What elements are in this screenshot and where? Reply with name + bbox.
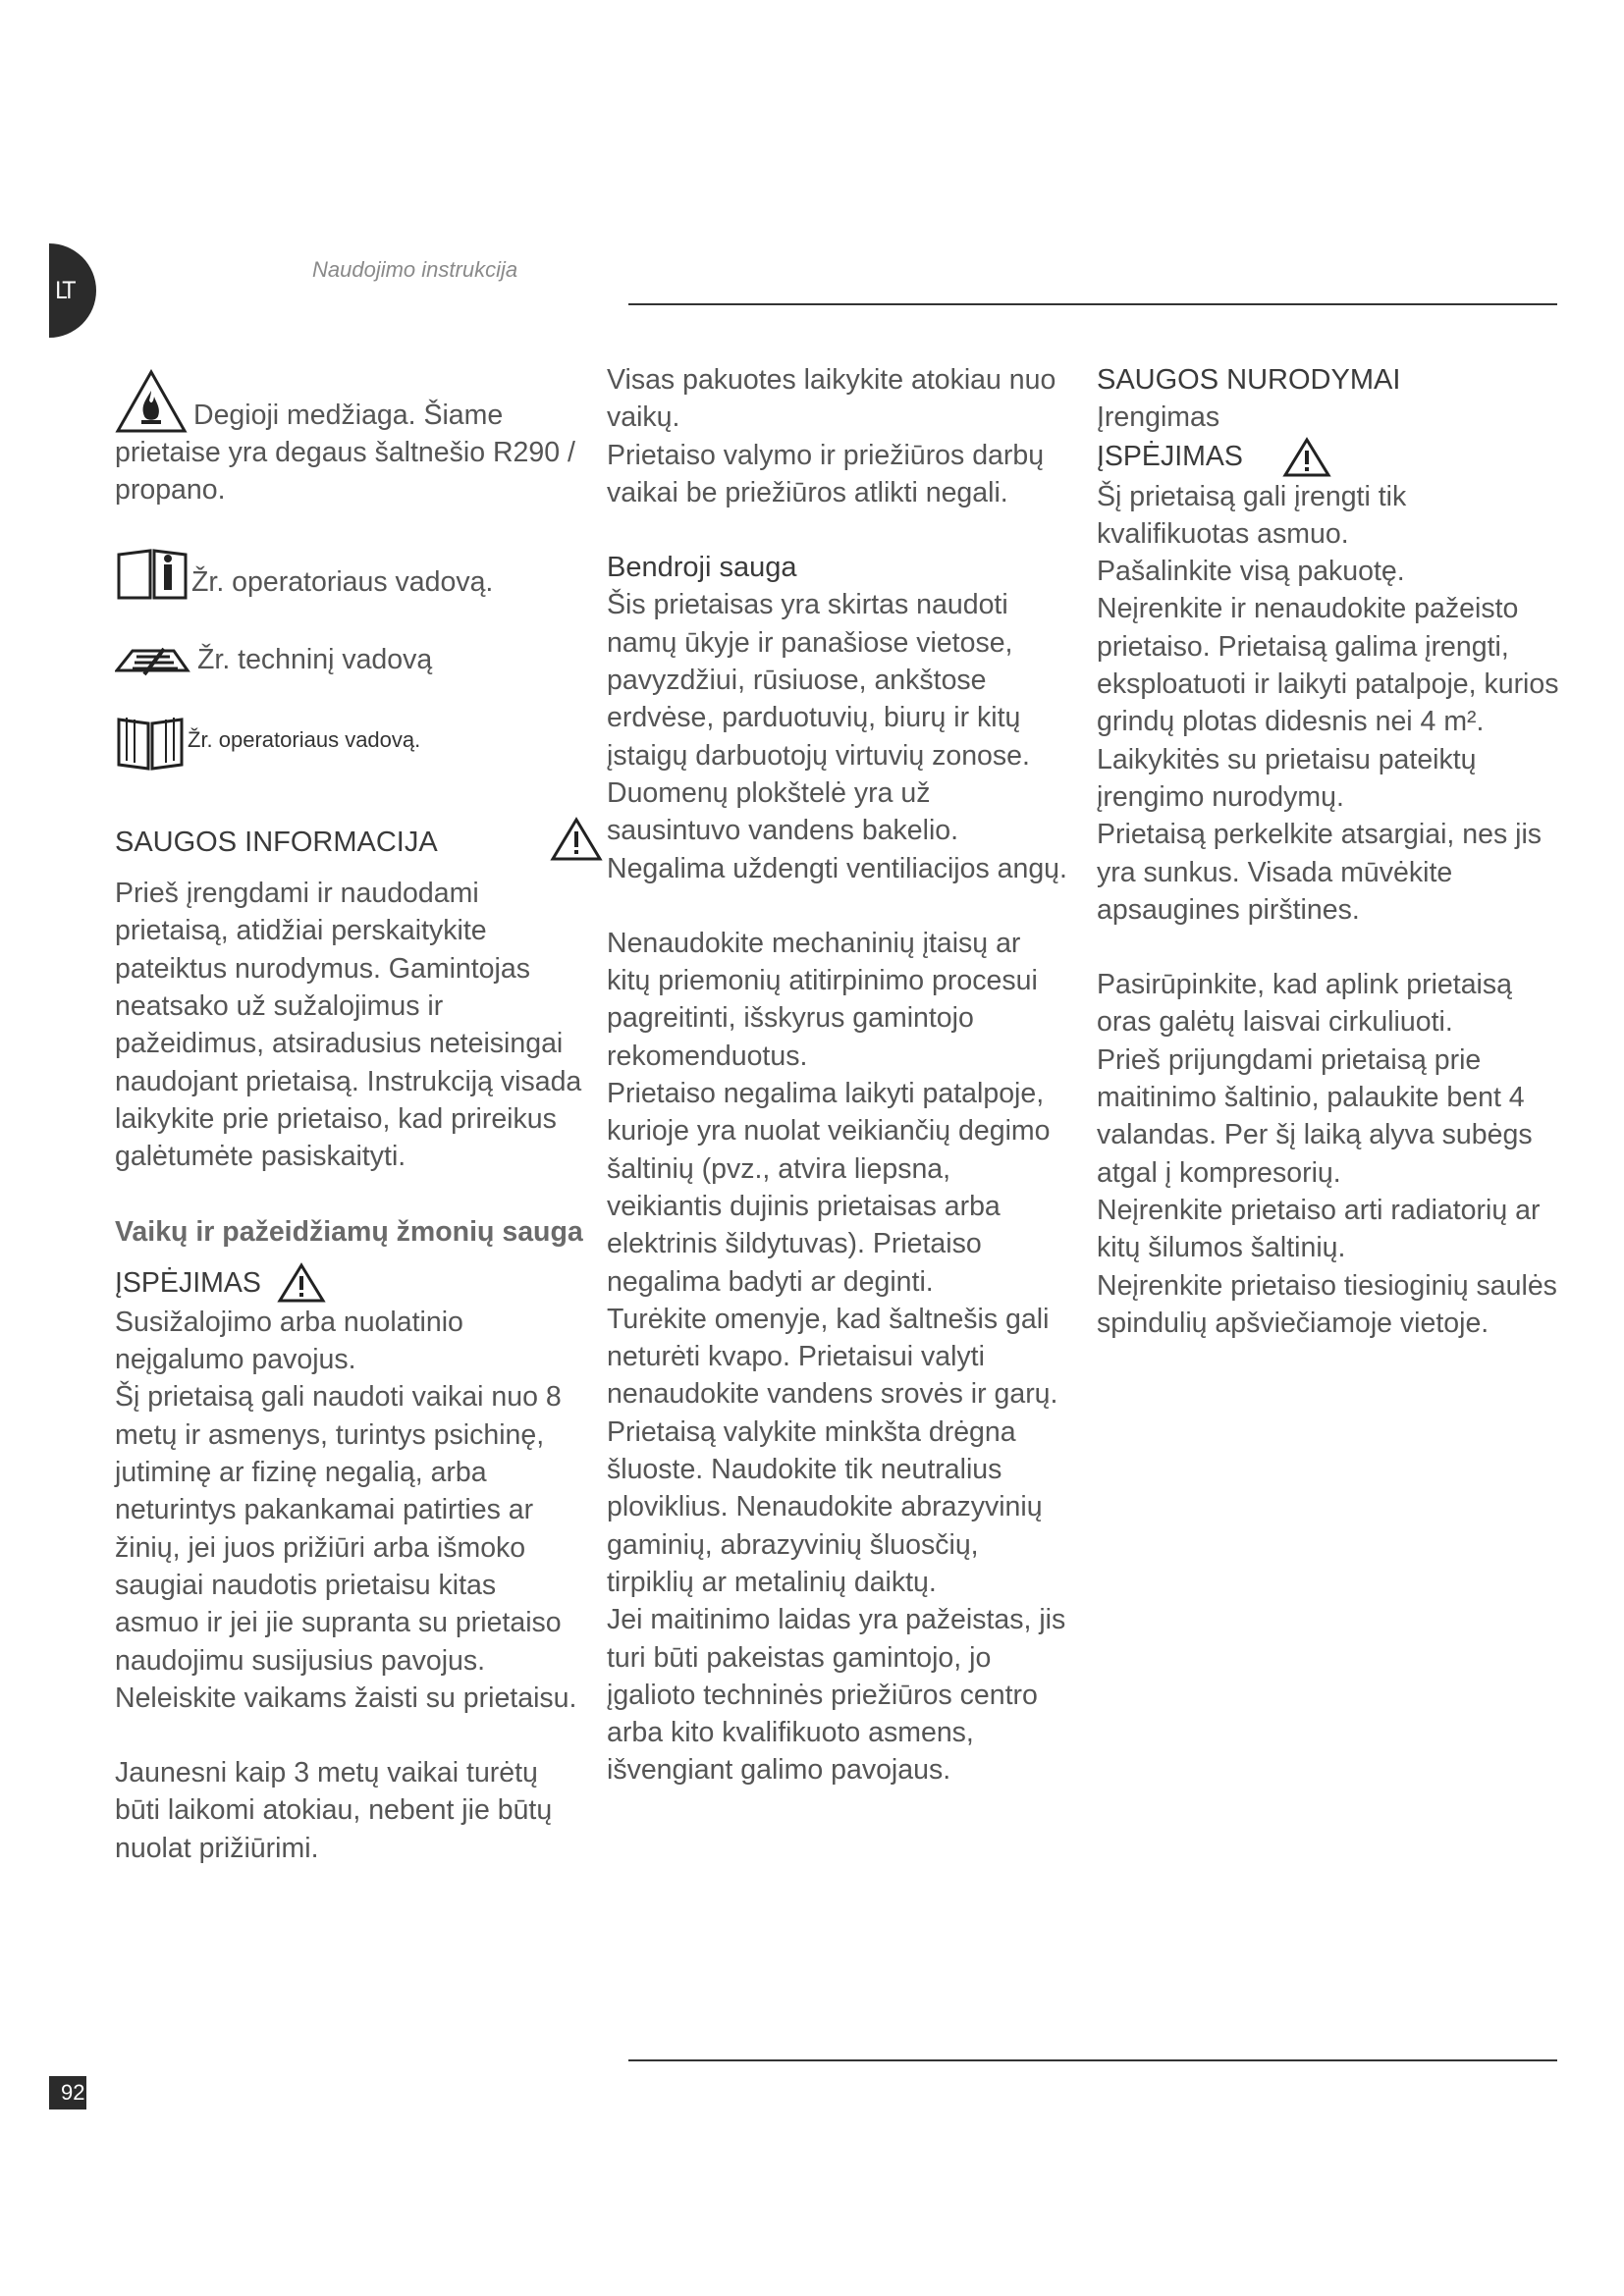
installation-line-4: Prietaisą perkelkite atsargiai, nes jis yra sunkus. Visada mūvėkite apsaugines pirštines. (1097, 819, 1543, 926)
operator-manual-text: Žr. operatoriaus vadovą. (191, 566, 494, 599)
footer-rule (628, 2059, 1557, 2061)
header-title: Naudojimo instrukcija (312, 257, 518, 282)
warning-row (115, 1262, 584, 1304)
under-three-text: Jaunesni kaip 3 metų vaikai turėtų būti laikomi atokiau, nebent jie būtų nuolat prižiūrimi. (115, 1757, 553, 1864)
column-1 (115, 361, 584, 1867)
children-safety-heading: Vaikų ir pažeidžiamų žmonių sauga (115, 1215, 583, 1248)
circulation-line-1: Pasirūpinkite, kad aplink prietaisą oras galėtų laisvai cirkuliuoti. (1097, 969, 1512, 1039)
circulation-line-4: Neįrenkite prietaiso tiesioginių saulės spindulių apšviečiamoje vietoje. (1097, 1269, 1557, 1339)
open-book-icon (115, 712, 186, 773)
mechanical-line-2: Prietaiso negalima laikyti patalpoje, kurioje yra nuolat veikiančių degimo šaltinių (pvz., atvira liepsna, veikiantis dujinis prietaisas arba elektrinis šildytuvas). Prietaiso negalima badyti ar deginti. (607, 1078, 1051, 1298)
installation-line-3: Neįrenkite ir nenaudokite pažeisto prietaiso. Prietaisą galima įrengti, eksploatuoti ir laikyti patalpoje, kurios grindų plotas didesnis nei 4 m². Laikykitės su prietaisu pateiktų įrengimo nurodymų. (1097, 593, 1559, 813)
language-tab: LT (49, 243, 96, 338)
circulation-line-2: Prieš prijungdami prietaisą prie maitinimo šaltinio, palaukite bent 4 valandas. Per šį laiką alyva subėgs atgal į kompresorių. (1097, 1043, 1533, 1189)
page-number: 92 (49, 2076, 86, 2109)
ventilation-warning-icon (550, 817, 603, 862)
installation-warning-icon (1282, 437, 1331, 478)
installation-line-2: Pašalinkite visą pakuotę. (1097, 556, 1405, 588)
operator-manual-small-text: Žr. operatoriaus vadovą. (188, 726, 421, 752)
technical-manual-icon (115, 645, 191, 678)
warning-line-1: Susižalojimo arba nuolatinio neįgalumo pavojus. (115, 1306, 463, 1376)
ventilation-block (607, 850, 1068, 887)
packaging-line-2: Prietaiso valymo ir priežiūros darbų vaikai be priežiūros atlikti negali. (607, 439, 1045, 508)
column-3 (1097, 361, 1566, 1342)
flammable-warning-icon (115, 369, 188, 434)
warning-label: ĮSPĖJIMAS (115, 1266, 261, 1299)
circulation-line-3: Neįrenkite prietaiso arti radiatorių ar kitų šilumos šaltinių. (1097, 1194, 1541, 1264)
ventilation-text: Negalima uždengti ventiliacijos angų. (607, 852, 1067, 884)
packaging-line-1: Visas pakuotes laikykite atokiau nuo vaikų. (607, 364, 1056, 434)
header-rule (628, 303, 1557, 305)
warning-line-3: Neleiskite vaikams žaisti su prietaisu. (115, 1682, 577, 1714)
installation-warning-label: ĮSPĖJIMAS (1097, 441, 1243, 473)
installation-warning-row (1097, 437, 1566, 478)
flammable-text-rest: prietaise yra degaus šaltnešio R290 / propano. (115, 437, 575, 507)
flammable-text-first: Degioji medžiaga. Šiame (193, 399, 504, 431)
general-safety-heading: Bendroji sauga (607, 552, 797, 584)
operator-manual-small-row (115, 712, 584, 773)
technical-manual-row (115, 641, 584, 678)
operator-manual-row (115, 547, 584, 602)
installation-line-1: Šį prietaisą gali įrengti tik kvalifikuotas asmuo. (1097, 480, 1407, 550)
mechanical-line-3: Turėkite omenyje, kad šaltnešis gali neturėti kvapo. Prietaisui valyti nenaudokite vandens srovės ir garų. (607, 1303, 1058, 1411)
column-2 (607, 361, 1068, 1789)
general-safety-text: Šis prietaisas yra skirtas naudoti namų ūkyje ir panašiose vietose, pavyzdžiui, rūsiuose, ankštose erdvėse, parduotuvių, biurų ir kitų įstaigų darbuotojų virtuvių zonose. Duomenų plokštelė yra už sausintuvo vandens bakelio. (607, 589, 1030, 847)
mechanical-line-4: Prietaisą valykite minkšta drėgna šluoste. Naudokite tik neutralius ploviklius. Nenaudokite abrazyvinių gaminių, abrazyvinių šluosčių, tirpiklių ar metalinių daiktų. (607, 1415, 1043, 1598)
mechanical-line-5: Jei maitinimo laidas yra pažeistas, jis turi būti pakeistas gamintojo, jo įgalioto techninės priežiūros centro arba kito kvalifikuoto asmens, išvengiant galimo pavojaus. (607, 1604, 1066, 1787)
installation-subheading: Įrengimas (1097, 401, 1220, 434)
safety-info-text: Prieš įrengdami ir naudodami prietaisą, atidžiai perskaitykite pateiktus nurodymus. Gamintojas neatsako už sužalojimus ir pažeidimus, atsiradusius neteisingai naudojant prietaisą. Instrukciją visada laikykite prie prietaiso, kad prireikus galėtumėte pasiskaityti. (115, 878, 582, 1173)
warning-triangle-icon (277, 1262, 326, 1304)
technical-manual-text: Žr. techninį vadovą (197, 643, 433, 675)
safety-info-heading: SAUGOS INFORMACIJA (115, 826, 438, 858)
instructions-heading: SAUGOS NURODYMAI (1097, 364, 1401, 396)
operator-manual-info-icon (115, 547, 189, 602)
mechanical-line-1: Nenaudokite mechaninių įtaisų ar kitų priemonių atitirpinimo procesui pagreitinti, išskyrus gamintojo rekomenduotus. (607, 927, 1038, 1072)
flammable-row (115, 369, 584, 434)
warning-line-2: Šį prietaisą gali naudoti vaikai nuo 8 metų ir asmenys, turintys psichinę, jutiminę ar fizinę negalią, arba neturintys pakankamai patirties ar žinių, jei juos prižiūri arba išmoko saugiai naudotis prietaisu kitas asmuo ir jei jie supranta su prietaiso naudojimu susijusius pavojus. (115, 1381, 562, 1677)
